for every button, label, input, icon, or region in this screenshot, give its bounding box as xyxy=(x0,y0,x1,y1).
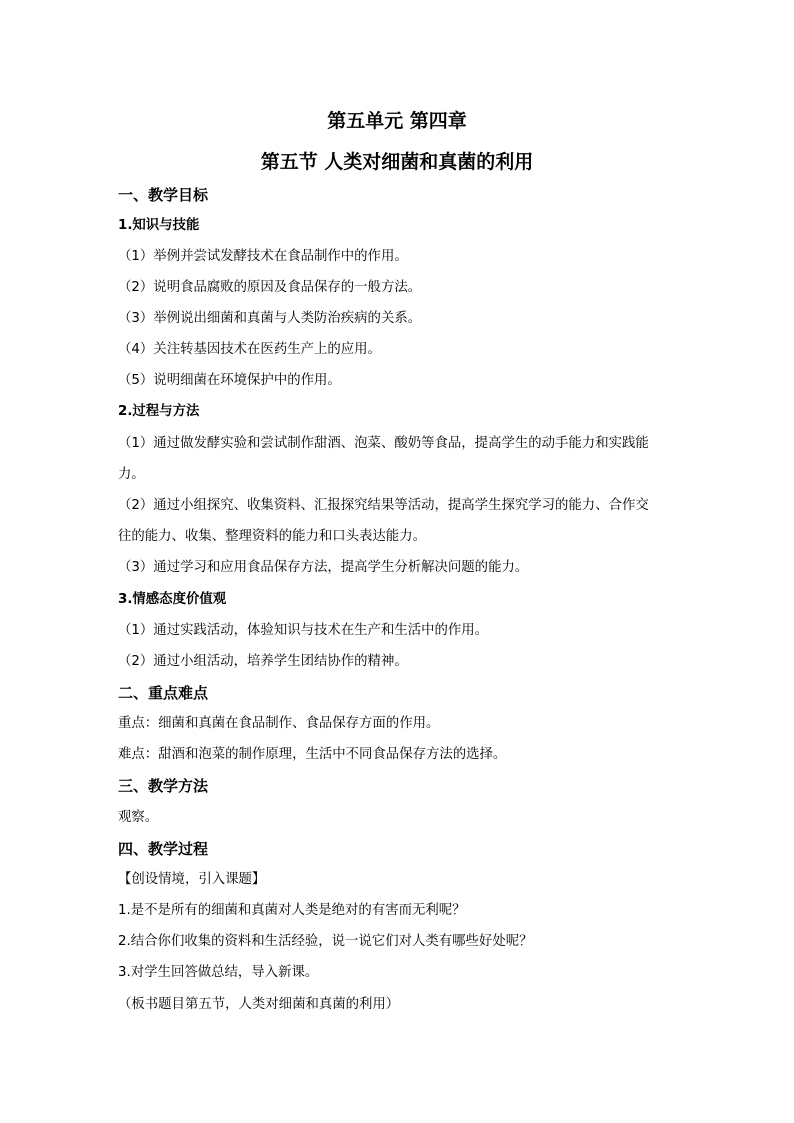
paragraph-line: （2）说明食品腐败的原因及食品保存的一般方法。 xyxy=(118,280,422,295)
paragraph-line: 3.对学生回答做总结，导入新课。 xyxy=(118,965,319,980)
paragraph-line: （1）举例并尝试发酵技术在食品制作中的作用。 xyxy=(118,249,408,264)
paragraph-line: （2）通过小组探究、收集资料、汇报探究结果等活动，提高学生探究学习的能力、合作交 xyxy=(118,498,649,513)
heading-teaching-methods: 三、教学方法 xyxy=(118,777,209,795)
paragraph-line: （3）举例说出细菌和真菌与人类防治疾病的关系。 xyxy=(118,311,422,326)
paragraph-line: （2）通过小组活动，培养学生团结协作的精神。 xyxy=(118,654,408,669)
paragraph-line: 往的能力、收集、整理资料的能力和口头表达能力。 xyxy=(118,529,426,544)
paragraph-line: （4）关注转基因技术在医药生产上的应用。 xyxy=(118,342,381,357)
subheading-knowledge-skills: 1.知识与技能 xyxy=(118,218,200,233)
paragraph-line: 力。 xyxy=(118,467,145,482)
subheading-process-methods: 2.过程与方法 xyxy=(118,404,200,419)
heading-key-points: 二、重点难点 xyxy=(118,684,209,702)
paragraph-line: 2.结合你们收集的资料和生活经验，说一说它们对人类有哪些好处呢？ xyxy=(118,934,533,949)
paragraph-line: （1）通过实践活动，体验知识与技术在生产和生活中的作用。 xyxy=(118,623,489,638)
paragraph-line: 难点：甜酒和泡菜的制作原理，生活中不同食品保存方法的选择。 xyxy=(118,747,507,762)
paragraph-line: （1）通过做发酵实验和尝试制作甜酒、泡菜、酸奶等食品，提高学生的动手能力和实践能 xyxy=(118,436,649,451)
paragraph-line: 【创设情境，引入课题】 xyxy=(118,872,266,887)
paragraph-line: （板书题目第五节，人类对细菌和真菌的利用） xyxy=(118,997,400,1012)
paragraph-line: （3）通过学习和应用食品保存方法，提高学生分析解决问题的能力。 xyxy=(118,560,529,575)
paragraph-line: 1.是不是所有的细菌和真菌对人类是绝对的有害而无利呢？ xyxy=(118,903,466,918)
paragraph-line: 观察。 xyxy=(118,810,159,825)
subheading-attitude-values: 3.情感态度价值观 xyxy=(118,592,227,607)
heading-teaching-objectives: 一、教学目标 xyxy=(118,186,209,204)
document-title: 第五单元 第四章 xyxy=(327,110,467,132)
paragraph-line: （5）说明细菌在环境保护中的作用。 xyxy=(118,373,341,388)
section-title: 第五节 人类对细菌和真菌的利用 xyxy=(260,151,534,173)
heading-teaching-process: 四、教学过程 xyxy=(118,840,209,858)
paragraph-line: 重点：细菌和真菌在食品制作、食品保存方面的作用。 xyxy=(118,716,440,731)
